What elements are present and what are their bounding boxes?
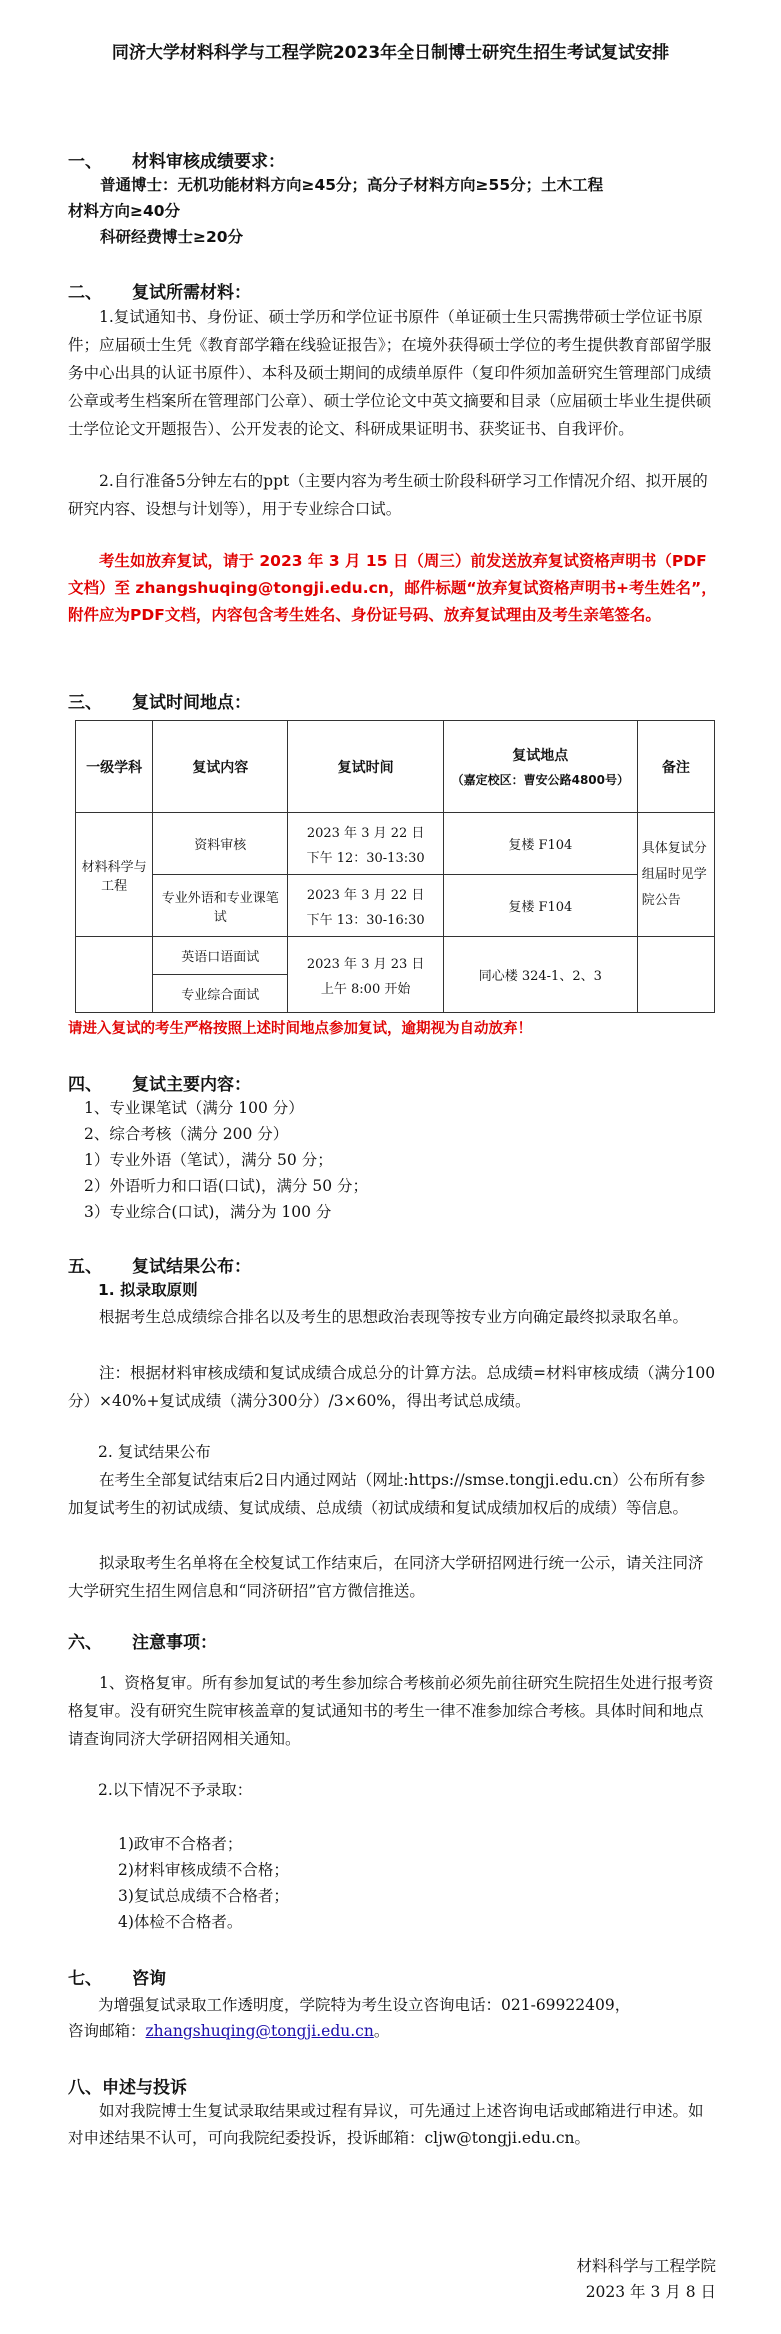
list-item: 3)复试总成绩不合格者； [118,1887,289,1905]
list-item: 3）专业综合(口试)，满分为 100 分 [84,1203,332,1221]
cell-content: 专业综合面试 [153,975,288,1013]
header-place-title: 复试地点 [512,748,569,764]
cell-remark: 具体复试分组届时见学院公告 [637,813,714,937]
s3-warning: 请进入复试的考生严格按照上述时间地点参加复试，逾期视为自动放弃！ [68,1021,532,1037]
section-6-title: 注意事项： [132,1633,217,1653]
contact-email-link[interactable]: zhangshuqing@tongji.edu.cn [145,2022,374,2040]
cell-time [288,875,443,937]
cell-time-range: 下午 13：30-16:30 [306,912,425,928]
section-7-number: 七、 [68,1969,102,1989]
header-subject: 一级学科 [76,721,153,813]
s2-withdrawal-notice: 考生如放弃复试，请于 2023 年 3 月 15 日（周三）前发送放弃复试资格声明书（PDF 文档）至 zhangshuqing@tongji.edu.cn，邮件标题“放弃复试资格声明书+考生姓名”，附件应为PDF文档，内容包含考生姓名、身份证号码、放弃复试理由及考生亲笔签名。 [68,552,717,624]
s1-line-2: 材料方向≥40分 [68,202,181,220]
s2-paragraph-1: 1.复试通知书、身份证、硕士学历和学位证书原件（单证硕士生只需携带硕士学位证书原件；应届硕士生凭《教育部学籍在线验证报告》；在境外获得硕士学位的考生提供教育部留学服务中心出具的认证书原件）、本科及硕士期间的成绩单原件（复印件须加盖研究生管理部门成绩公章或考生档案所在管理部门公章）、硕士学位论文中英文摘要和目录（应届硕士毕业生提供硕士学位论文开题报告）、公开发表的论文、科研成果证明书、获奖证书、自我评价。 [68,308,712,438]
section-4-heading [68,1070,251,1095]
section-3-heading [68,688,251,713]
list-item: 1）专业外语（笔试），满分 50 分； [84,1151,333,1169]
list-item: 4)体检不合格者。 [118,1913,243,1931]
section-4-number: 四、 [68,1075,102,1095]
section-3-number: 三、 [68,693,102,713]
list-item: 2、综合考核（满分 200 分） [84,1125,289,1143]
cell-content: 资料审核 [153,813,288,875]
section-5-title: 复试结果公布： [132,1257,251,1277]
cell-time-date: 2023 年 3 月 22 日 [306,825,425,841]
table-header-row [76,721,715,813]
s5-paragraph-3: 在考生全部复试结束后2日内通过网站（网址:https://smse.tongji.edu.cn）公布所有参加复试考生的初试成绩、复试成绩、总成绩（初试成绩和复试成绩加权后的成绩）等信息。 [68,1471,706,1517]
section-2-number: 二、 [68,283,102,303]
header-remark: 备注 [637,721,714,813]
s7-email-line [68,2019,389,2041]
section-1-number: 一、 [68,152,102,172]
list-item: 2）外语听力和口语(口试)，满分 50 分； [84,1177,369,1195]
s5-paragraph-4: 拟录取考生名单将在全校复试工作结束后，在同济大学研招网进行统一公示，请关注同济大学研究生招生网信息和“同济研招”官方微信推送。 [68,1554,704,1600]
table-row [76,813,715,875]
section-3-title: 复试时间地点： [132,693,251,713]
section-7-title: 咨询 [132,1969,166,1989]
s7-phone-line: 为增强复试录取工作透明度，学院特为考生设立咨询电话：021-69922409， [98,1996,631,2014]
s1-line-1: 普通博士：无机功能材料方向≥45分；高分子材料方向≥55分；土木工程 [100,176,604,194]
section-1-heading [68,147,285,172]
page-title: 同济大学材料科学与工程学院2023年全日制博士研究生招生考试复试安排 [111,43,670,63]
table-row [76,937,715,975]
section-2-title: 复试所需材料： [132,283,251,303]
header-place [443,721,637,813]
cell-place: 复楼 F104 [443,875,637,937]
header-content: 复试内容 [153,721,288,813]
s5-paragraph-2: 注：根据材料审核成绩和复试成绩合成总分的计算方法。总成绩=材料审核成绩（满分100分）×40%+复试成绩（满分300分）/3×60%，得出考试总成绩。 [68,1364,716,1410]
header-time: 复试时间 [288,721,443,813]
s5-subheading-2: 2. 复试结果公布 [98,1443,211,1461]
cell-content: 英语口语面试 [153,937,288,975]
cell-time-range: 下午 12：30-13:30 [306,850,425,866]
schedule-table [75,720,715,1013]
section-5-number: 五、 [68,1257,102,1277]
cell-time-date: 2023 年 3 月 23 日 [306,956,425,972]
table-row [76,875,715,937]
s8-paragraph-1: 如对我院博士生复试录取结果或过程有异议，可先通过上述咨询电话或邮箱进行申述。如对申述结果不认可，可向我院纪委投诉，投诉邮箱：cljw@tongji.edu.cn。 [68,2102,704,2147]
cell-place: 复楼 F104 [443,813,637,875]
section-6-heading [68,1628,217,1653]
s6-paragraph-2: 2.以下情况不予录取： [98,1781,253,1799]
s5-paragraph-1: 根据考生总成绩综合排名以及考生的思想政治表现等按专业方向确定最终拟录取名单。 [99,1308,689,1326]
section-7-heading [68,1964,166,1989]
list-item: 1)政审不合格者； [118,1835,243,1853]
s2-paragraph-2: 2.自行准备5分钟左右的ppt（主要内容为考生硕士阶段科研学习工作情况介绍、拟开展的研究内容、设想与计划等），用于专业综合口试。 [68,472,708,518]
list-item: 1、专业课笔试（满分 100 分） [84,1099,304,1117]
s7-email-suffix: 。 [373,2022,390,2040]
section-4-title: 复试主要内容： [132,1075,251,1095]
section-6-number: 六、 [68,1633,102,1653]
cell-place: 同心楼 324-1、2、3 [443,937,637,1013]
footer-organization: 材料科学与工程学院 [576,2257,716,2275]
list-item: 2)材料审核成绩不合格； [118,1861,289,1879]
cell-subject-empty [76,937,153,1013]
header-place-campus: （嘉定校区：曹安公路4800号） [451,773,629,787]
cell-subject: 材料科学与工程 [76,813,153,937]
section-5-heading [68,1252,251,1277]
s5-subheading-1: 1. 拟录取原则 [98,1281,198,1299]
cell-remark-empty [637,937,714,1013]
cell-time [288,813,443,875]
footer-date: 2023 年 3 月 8 日 [585,2283,716,2301]
section-2-heading [68,278,251,303]
cell-time-date: 2023 年 3 月 22 日 [306,887,425,903]
s6-paragraph-1: 1、资格复审。所有参加复试的考生参加综合考核前必须先前往研究生院招生处进行报考资格复审。没有研究生院审核盖章的复试通知书的考生一律不准参加综合考核。具体时间和地点请查询同济大学研招网相关通知。 [68,1674,714,1748]
s1-line-3: 科研经费博士≥20分 [100,228,244,246]
cell-time [288,937,443,1013]
s7-email-prefix: 咨询邮箱： [68,2022,146,2040]
cell-time-range: 上午 8:00 开始 [320,981,411,997]
section-1-title: 材料审核成绩要求： [132,152,285,172]
section-8-heading: 八、申述与投诉 [68,2078,187,2098]
cell-content: 专业外语和专业课笔试 [153,875,288,937]
